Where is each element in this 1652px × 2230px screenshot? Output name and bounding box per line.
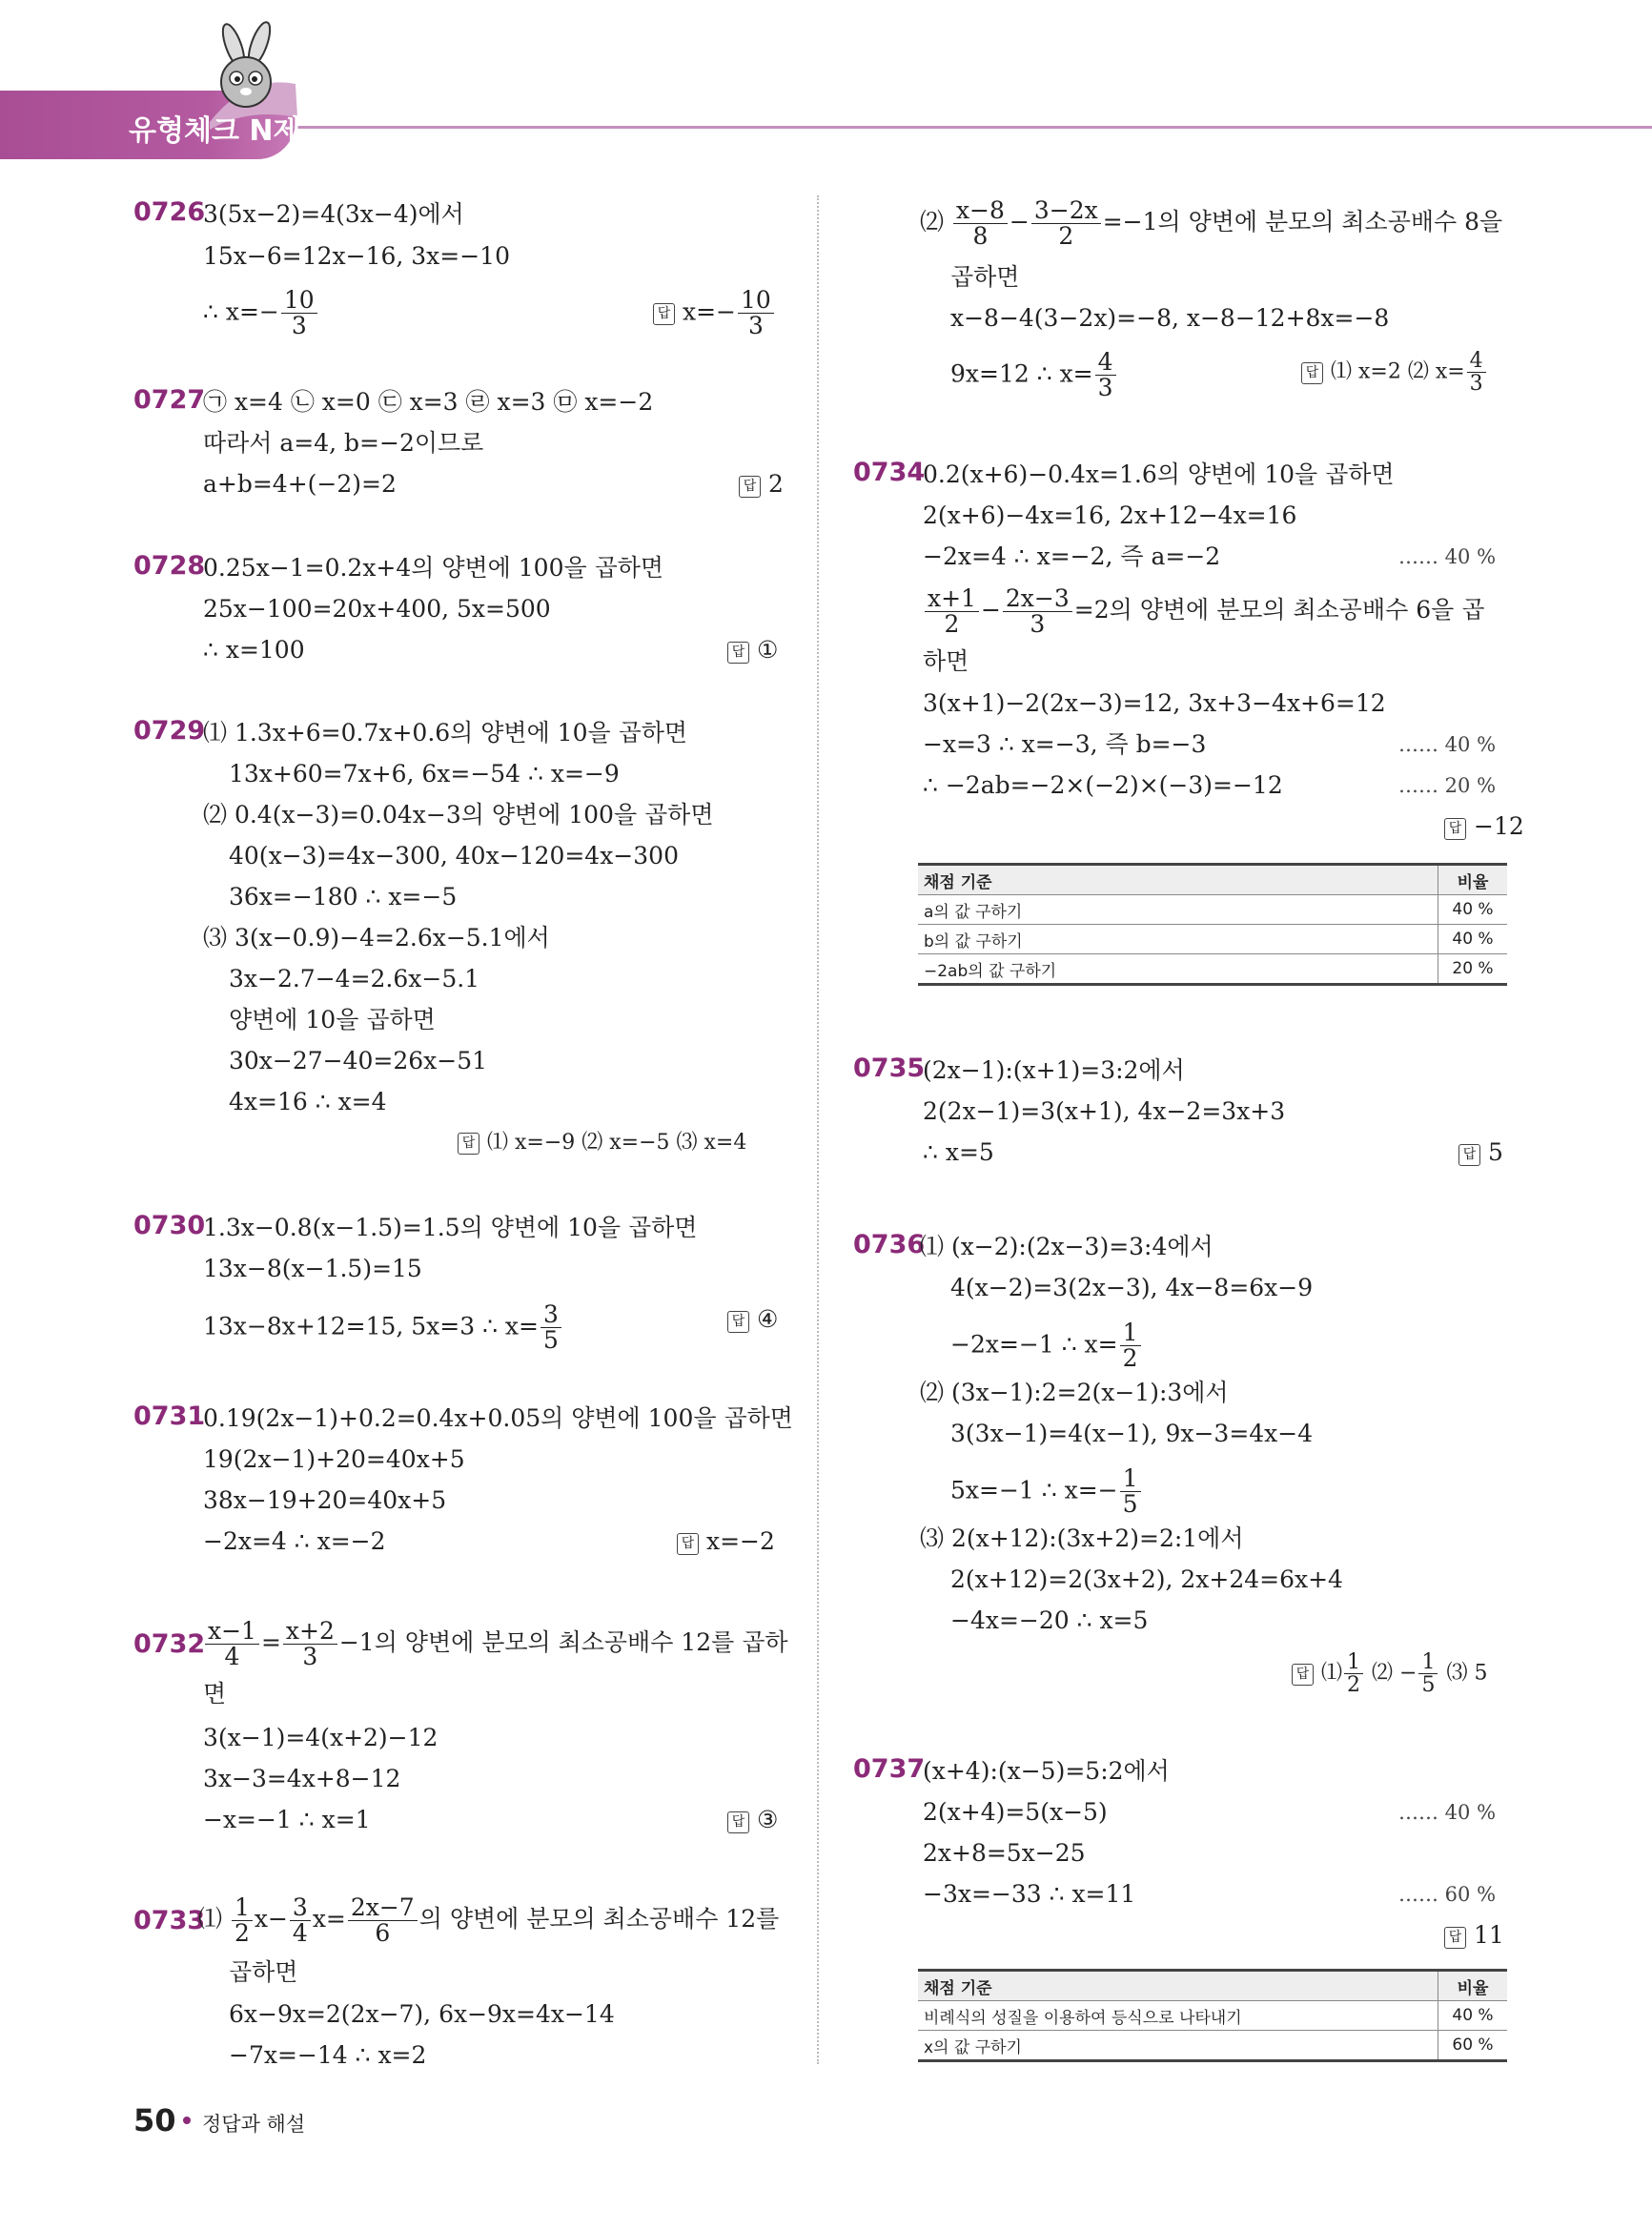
table-header: 채점 기준: [918, 865, 1438, 895]
solution-line: 3(5x−2)=4(3x−4)에서: [203, 200, 464, 228]
solution-line: 13x−8x+12=15, 5x=3 ∴ x= $\frac{3}{5}$: [203, 1302, 563, 1337]
column-divider: [817, 195, 819, 2064]
problem-0730: [133, 1211, 782, 1354]
solution-line: 2(x+12)=2(3x+2), 2x+24=6x+4: [950, 1565, 1343, 1593]
solution-line: 4(x−2)=3(2x−3), 4x−8=6x−9: [950, 1274, 1314, 1301]
solution-line: 13x−8(x−1.5)=15: [203, 1255, 422, 1282]
problem-0728: [133, 551, 782, 675]
score-percent: …… 40 %: [1398, 545, 1497, 568]
table-row: −2ab의 값 구하기 20 %: [918, 954, 1507, 985]
solution-line: 1.3x−0.8(x−1.5)=1.5의 양변에 10을 곱하면: [203, 1214, 698, 1241]
solution-line: −2x=4 ∴ x=−2: [203, 1527, 386, 1555]
problem-number: 0726: [133, 197, 206, 227]
scoring-table: [918, 1969, 1507, 2062]
solution-line: x−8−4(3−2x)=−8, x−8−12+8x=−8: [950, 304, 1390, 332]
problem-number: 0727: [133, 385, 206, 415]
problem-number: 0735: [853, 1054, 926, 1083]
solution-line: 면: [203, 1680, 227, 1708]
problem-0726: [133, 197, 782, 340]
solution-line: $\frac{x+1}{2}$ − $\frac{2x-3}{3}$ =2의 양변에 분모의 최소공배수 6을 곱: [923, 583, 1484, 637]
problem-number: 0733: [133, 1906, 206, 1935]
solution-line: 4x=16 ∴ x=4: [229, 1088, 387, 1115]
footer-label: 정답과 해설: [202, 2113, 306, 2136]
answer: 답 11: [1444, 1918, 1504, 1953]
problem-number: 0736: [853, 1230, 926, 1259]
solution-line: 13x+60=7x+6, 6x=−54 ∴ x=−9: [229, 760, 620, 788]
solution-line: (2x−1):(x+1)=3:2에서: [923, 1056, 1185, 1084]
answer: 답 ⑴ x=−9 ⑵ x=−5 ⑶ x=4: [458, 1126, 746, 1160]
answer-mark-icon: 답: [727, 642, 749, 664]
table-row: b의 값 구하기 40 %: [918, 925, 1507, 954]
solution-line: 19(2x−1)+20=40x+5: [203, 1445, 465, 1473]
problem-0727: [133, 385, 782, 509]
solution-line: 3(x−1)=4(x+2)−12: [203, 1724, 438, 1751]
header-title: 유형체크 N제: [129, 114, 301, 148]
answer-mark-icon: 답: [727, 1311, 749, 1333]
solution-line: 36x=−180 ∴ x=−5: [229, 883, 458, 910]
solution-line: ⑴ 1.3x+6=0.7x+0.6의 양변에 10을 곱하면: [203, 719, 688, 747]
problem-0734: [853, 458, 1524, 992]
solution-line: ⑵ 0.4(x−3)=0.04x−3의 양변에 100을 곱하면: [203, 801, 714, 829]
answer: 답 ⑴ x=2 ⑵ x= $\frac{4}{3}$: [1301, 350, 1488, 395]
solution-line: 6x−9x=2(2x−7), 6x−9x=4x−14: [229, 2000, 615, 2028]
solution-line: 3x−2.7−4=2.6x−5.1: [229, 965, 480, 992]
table-row: 비례식의 성질을 이용하여 등식으로 나타내기 40 %: [918, 2001, 1507, 2031]
solution-line: 곱하면: [229, 1958, 298, 1986]
solution-line: ⑴ (x−2):(2x−3)=3:4에서: [920, 1233, 1214, 1260]
solution-line: 5x=−1 ∴ x=− $\frac{1}{5}$: [950, 1466, 1143, 1501]
table-header: 채점 기준: [918, 1971, 1438, 2001]
solution-line: ⑴ $\frac{1}{2}$ x− $\frac{3}{4}$ x= $\frac{2x-7}{6}$ 의 양변에 분모의 최소공배수 12를: [198, 1892, 780, 1947]
solution-line: 38x−19+20=40x+5: [203, 1486, 447, 1514]
solution-line: 따라서 a=4, b=−2이므로: [203, 429, 484, 457]
solution-line: ⑶ 2(x+12):(3x+2)=2:1에서: [920, 1524, 1244, 1552]
table-header: 비율: [1438, 865, 1508, 895]
solution-line: 2x+8=5x−25: [923, 1839, 1086, 1867]
problem-number: 0737: [853, 1754, 926, 1784]
solution-line: 0.19(2x−1)+0.2=0.4x+0.05의 양변에 100을 곱하면: [203, 1404, 793, 1432]
answer: 답 −12: [1444, 809, 1524, 844]
answer: 답 2: [739, 467, 784, 501]
problem-0732: [133, 1616, 791, 1850]
solution-line: 25x−100=20x+400, 5x=500: [203, 595, 551, 623]
solution-line: 0.25x−1=0.2x+4의 양변에 100을 곱하면: [203, 554, 664, 582]
problem-0729: [133, 716, 791, 1164]
problem-0735: [853, 1054, 1511, 1177]
solution-line: ∴ x=5: [923, 1138, 994, 1166]
problem-number: 0730: [133, 1211, 206, 1240]
answer: 답 ①: [727, 633, 778, 667]
solution-line: −4x=−20 ∴ x=5: [950, 1606, 1149, 1634]
solution-line: −x=3 ∴ x=−3, 즉 b=−3: [923, 730, 1207, 758]
problem-0733: [133, 1892, 801, 2069]
answer-mark-icon: 답: [1458, 1144, 1480, 1166]
solution-line: ⑵ (3x−1):2=2(x−1):3에서: [920, 1379, 1229, 1406]
solution-line: 하면: [923, 647, 969, 675]
solution-line: 40(x−3)=4x−300, 40x−120=4x−300: [229, 842, 679, 869]
table-row: x의 값 구하기 60 %: [918, 2031, 1507, 2061]
problem-0733-part-2: [920, 195, 1511, 400]
solution-line: ㉠ x=4 ㉡ x=0 ㉢ x=3 ㉣ x=3 ㉤ x=−2: [203, 388, 654, 416]
solution-line: 30x−27−40=26x−51: [229, 1047, 488, 1074]
answer: 답 x=− $\frac{10}{3}$: [653, 288, 776, 339]
solution-line: ∴ −2ab=−2×(−2)×(−3)=−12: [923, 771, 1283, 799]
answer: 답 ④: [727, 1302, 778, 1337]
score-percent: …… 40 %: [1398, 1801, 1497, 1824]
solution-line: ⑵ $\frac{x-8}{8}$ − $\frac{3-2x}{2}$ =−1의 양변에 분모의 최소공배수 8을: [920, 195, 1503, 250]
table-header: 비율: [1438, 1971, 1508, 2001]
solution-line: 곱하면: [950, 263, 1020, 291]
solution-line: −7x=−14 ∴ x=2: [229, 2041, 427, 2069]
answer-mark-icon: 답: [739, 476, 761, 498]
solution-line: −2x=4 ∴ x=−2, 즉 a=−2: [923, 542, 1221, 570]
answer-mark-icon: 답: [1292, 1664, 1314, 1686]
table-row: a의 값 구하기 40 %: [918, 895, 1507, 925]
solution-line: 9x=12 ∴ x= $\frac{4}{3}$: [950, 350, 1118, 384]
problem-0737: [853, 1754, 1511, 2064]
solution-line: 15x−6=12x−16, 3x=−10: [203, 242, 510, 270]
solution-line: $\frac{x-1}{4}$ = $\frac{x+2}{3}$ −1의 양변에 분모의 최소공배수 12를 곱하: [203, 1616, 788, 1669]
score-percent: …… 20 %: [1398, 774, 1497, 797]
solution-line: 3x−3=4x+8−12: [203, 1765, 401, 1792]
solution-line: 2(x+6)−4x=16, 2x+12−4x=16: [923, 501, 1297, 529]
solution-line: ∴ x=100: [203, 636, 305, 664]
problem-0736: [853, 1230, 1511, 1697]
answer: 답 x=−2: [677, 1524, 775, 1559]
solution-line: (x+4):(x−5)=5:2에서: [923, 1757, 1170, 1785]
solution-line: −x=−1 ∴ x=1: [203, 1806, 371, 1833]
answer: 답 ③: [727, 1803, 778, 1837]
answer: 답 5: [1458, 1135, 1503, 1170]
header-rule: [286, 126, 1652, 129]
answer-mark-icon: 답: [1301, 362, 1323, 384]
answer-mark-icon: 답: [677, 1533, 699, 1555]
page-number: 50: [133, 2102, 176, 2138]
solution-line: −2x=−1 ∴ x= $\frac{1}{2}$: [950, 1320, 1143, 1355]
score-percent: …… 40 %: [1398, 733, 1497, 756]
answer-mark-icon: 답: [1444, 1927, 1466, 1949]
problem-0731: [133, 1401, 791, 1573]
solution-line: 3(3x−1)=4(x−1), 9x−3=4x−4: [950, 1420, 1314, 1447]
solution-line: −3x=−33 ∴ x=11: [923, 1880, 1136, 1908]
bullet-icon: [183, 2117, 191, 2124]
problem-number: 0728: [133, 551, 206, 581]
answer-mark-icon: 답: [1444, 818, 1466, 840]
solution-line: 0.2(x+6)−0.4x=1.6의 양변에 10을 곱하면: [923, 460, 1395, 488]
answer: 답 ⑴ $\frac{1}{2}$ ⑵ − $\frac{1}{5}$ ⑶ 5: [1292, 1651, 1487, 1696]
solution-line: a+b=4+(−2)=2: [203, 470, 397, 498]
problem-number: 0734: [853, 458, 926, 487]
problem-number: 0731: [133, 1401, 206, 1431]
problem-number: 0732: [133, 1629, 206, 1659]
solution-line: 2(x+4)=5(x−5): [923, 1798, 1108, 1826]
solution-line: 2(2x−1)=3(x+1), 4x−2=3x+3: [923, 1097, 1286, 1125]
scoring-table: [918, 863, 1507, 986]
score-percent: …… 60 %: [1398, 1883, 1497, 1906]
answer-mark-icon: 답: [458, 1133, 479, 1155]
answer-mark-icon: 답: [653, 303, 675, 325]
solution-line: 3(x+1)−2(2x−3)=12, 3x+3−4x+6=12: [923, 689, 1386, 717]
solution-line: ⑶ 3(x−0.9)−4=2.6x−5.1에서: [203, 924, 550, 951]
problem-number: 0729: [133, 716, 206, 746]
solution-line: ∴ x=− $\frac{10}{3}$: [203, 288, 319, 322]
answer-mark-icon: 답: [727, 1811, 749, 1833]
solution-line: 양변에 10을 곱하면: [229, 1006, 436, 1033]
